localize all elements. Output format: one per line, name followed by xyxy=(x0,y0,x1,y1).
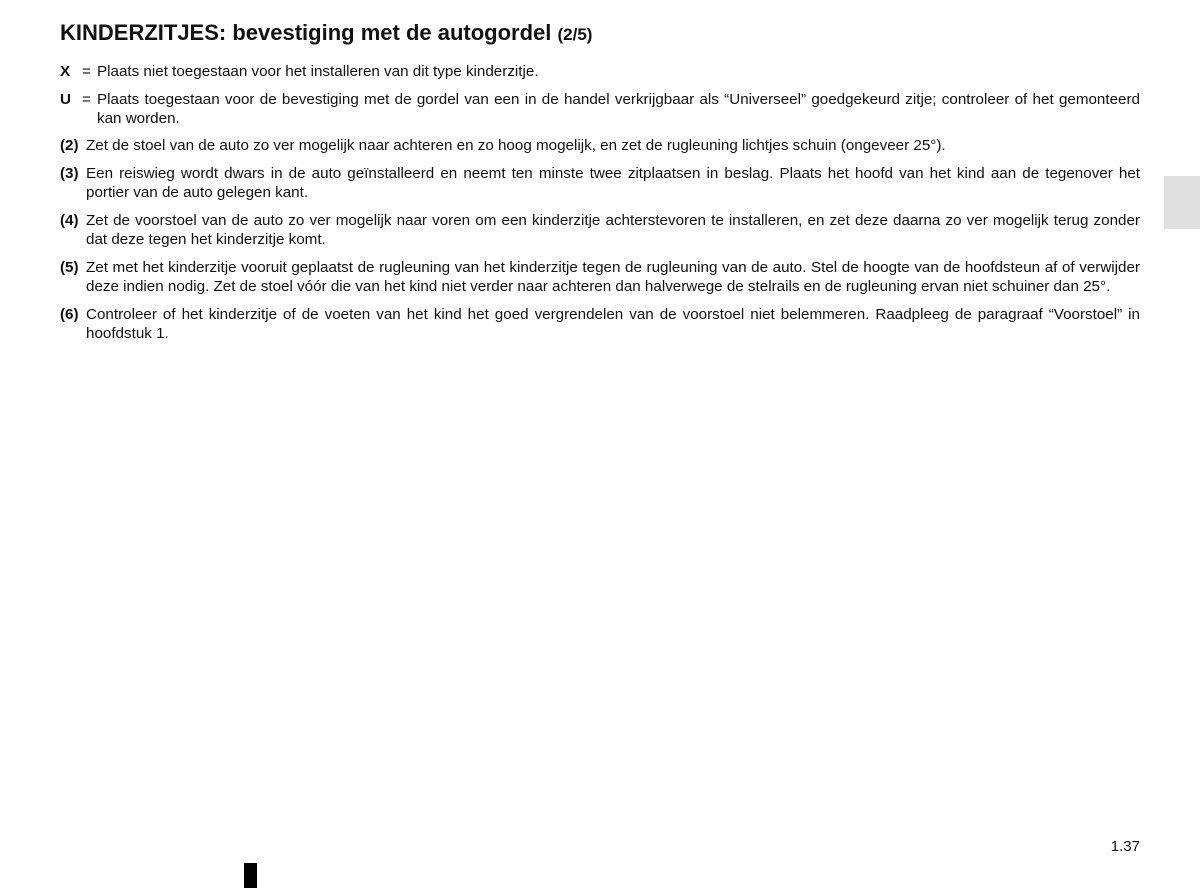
legend-and-notes xyxy=(60,62,1140,352)
note-item xyxy=(60,305,1140,343)
note-item xyxy=(60,211,1140,249)
note-number: (6) xyxy=(60,306,79,323)
legend-equals: = xyxy=(82,63,91,80)
page-title-part-indicator: (2/5) xyxy=(557,25,593,44)
note-number: (4) xyxy=(60,212,79,229)
note-text: Zet de voorstoel van de auto zo ver mogelijk naar voren om een kinderzitje achterstevoren te installeren, en zet deze daarna zo ver mogelijk terug zonder dat deze tegen het kinderzitje komt. xyxy=(86,212,1140,248)
legend-definition: Plaats toegestaan voor de bevestiging met de gordel van een in de handel verkrijgbaar als “Universeel” goedgekeurd zitje; controleer of het gemonteerd kan worden. xyxy=(97,91,1140,127)
note-item xyxy=(60,164,1140,202)
note-text: Zet de stoel van de auto zo ver mogelijk naar achteren en zo hoog mogelijk, en zet de rugleuning lichtjes schuin (ongeveer 25°). xyxy=(86,137,946,154)
legend-item-x xyxy=(60,62,1140,81)
legend-key: U xyxy=(60,91,71,108)
page-title xyxy=(60,19,1140,49)
note-number: (5) xyxy=(60,259,79,276)
page-title-main: KINDERZITJES: bevestiging met de autogordel xyxy=(60,20,552,45)
notes-list xyxy=(60,136,1140,343)
note-text: Een reiswieg wordt dwars in de auto geïnstalleerd en neemt ten minste twee zitplaatsen in beslag. Plaats het hoofd van het kind aan de tegenover het portier van de auto gelegen kant. xyxy=(86,165,1140,201)
note-number: (3) xyxy=(60,165,79,182)
chapter-side-tab xyxy=(1164,176,1200,229)
legend-equals: = xyxy=(82,91,91,108)
note-number: (2) xyxy=(60,137,79,154)
legend-definition: Plaats niet toegestaan voor het installeren van dit type kinderzitje. xyxy=(97,63,539,80)
note-item xyxy=(60,258,1140,296)
legend-item-u xyxy=(60,90,1140,128)
legend-key: X xyxy=(60,63,71,80)
page-number: 1.37 xyxy=(1110,838,1140,855)
note-text: Controleer of het kinderzitje of de voeten van het kind het goed vergrendelen van de voorstoel niet belemmeren. Raadpleeg de paragraaf “Voorstoel” in hoofdstuk 1. xyxy=(86,306,1140,342)
crop-mark xyxy=(244,863,257,888)
note-item xyxy=(60,136,1140,155)
note-text: Zet met het kinderzitje vooruit geplaatst de rugleuning van het kinderzitje tegen de rugleuning van de auto. Stel de hoogte van de hoofdsteun af of verwijder deze indien nodig. Zet de stoel vóór die van het kind niet verder naar achteren dan halverwege de stelrails en de rugleuning ervan niet schuiner dan 25°. xyxy=(86,259,1140,295)
